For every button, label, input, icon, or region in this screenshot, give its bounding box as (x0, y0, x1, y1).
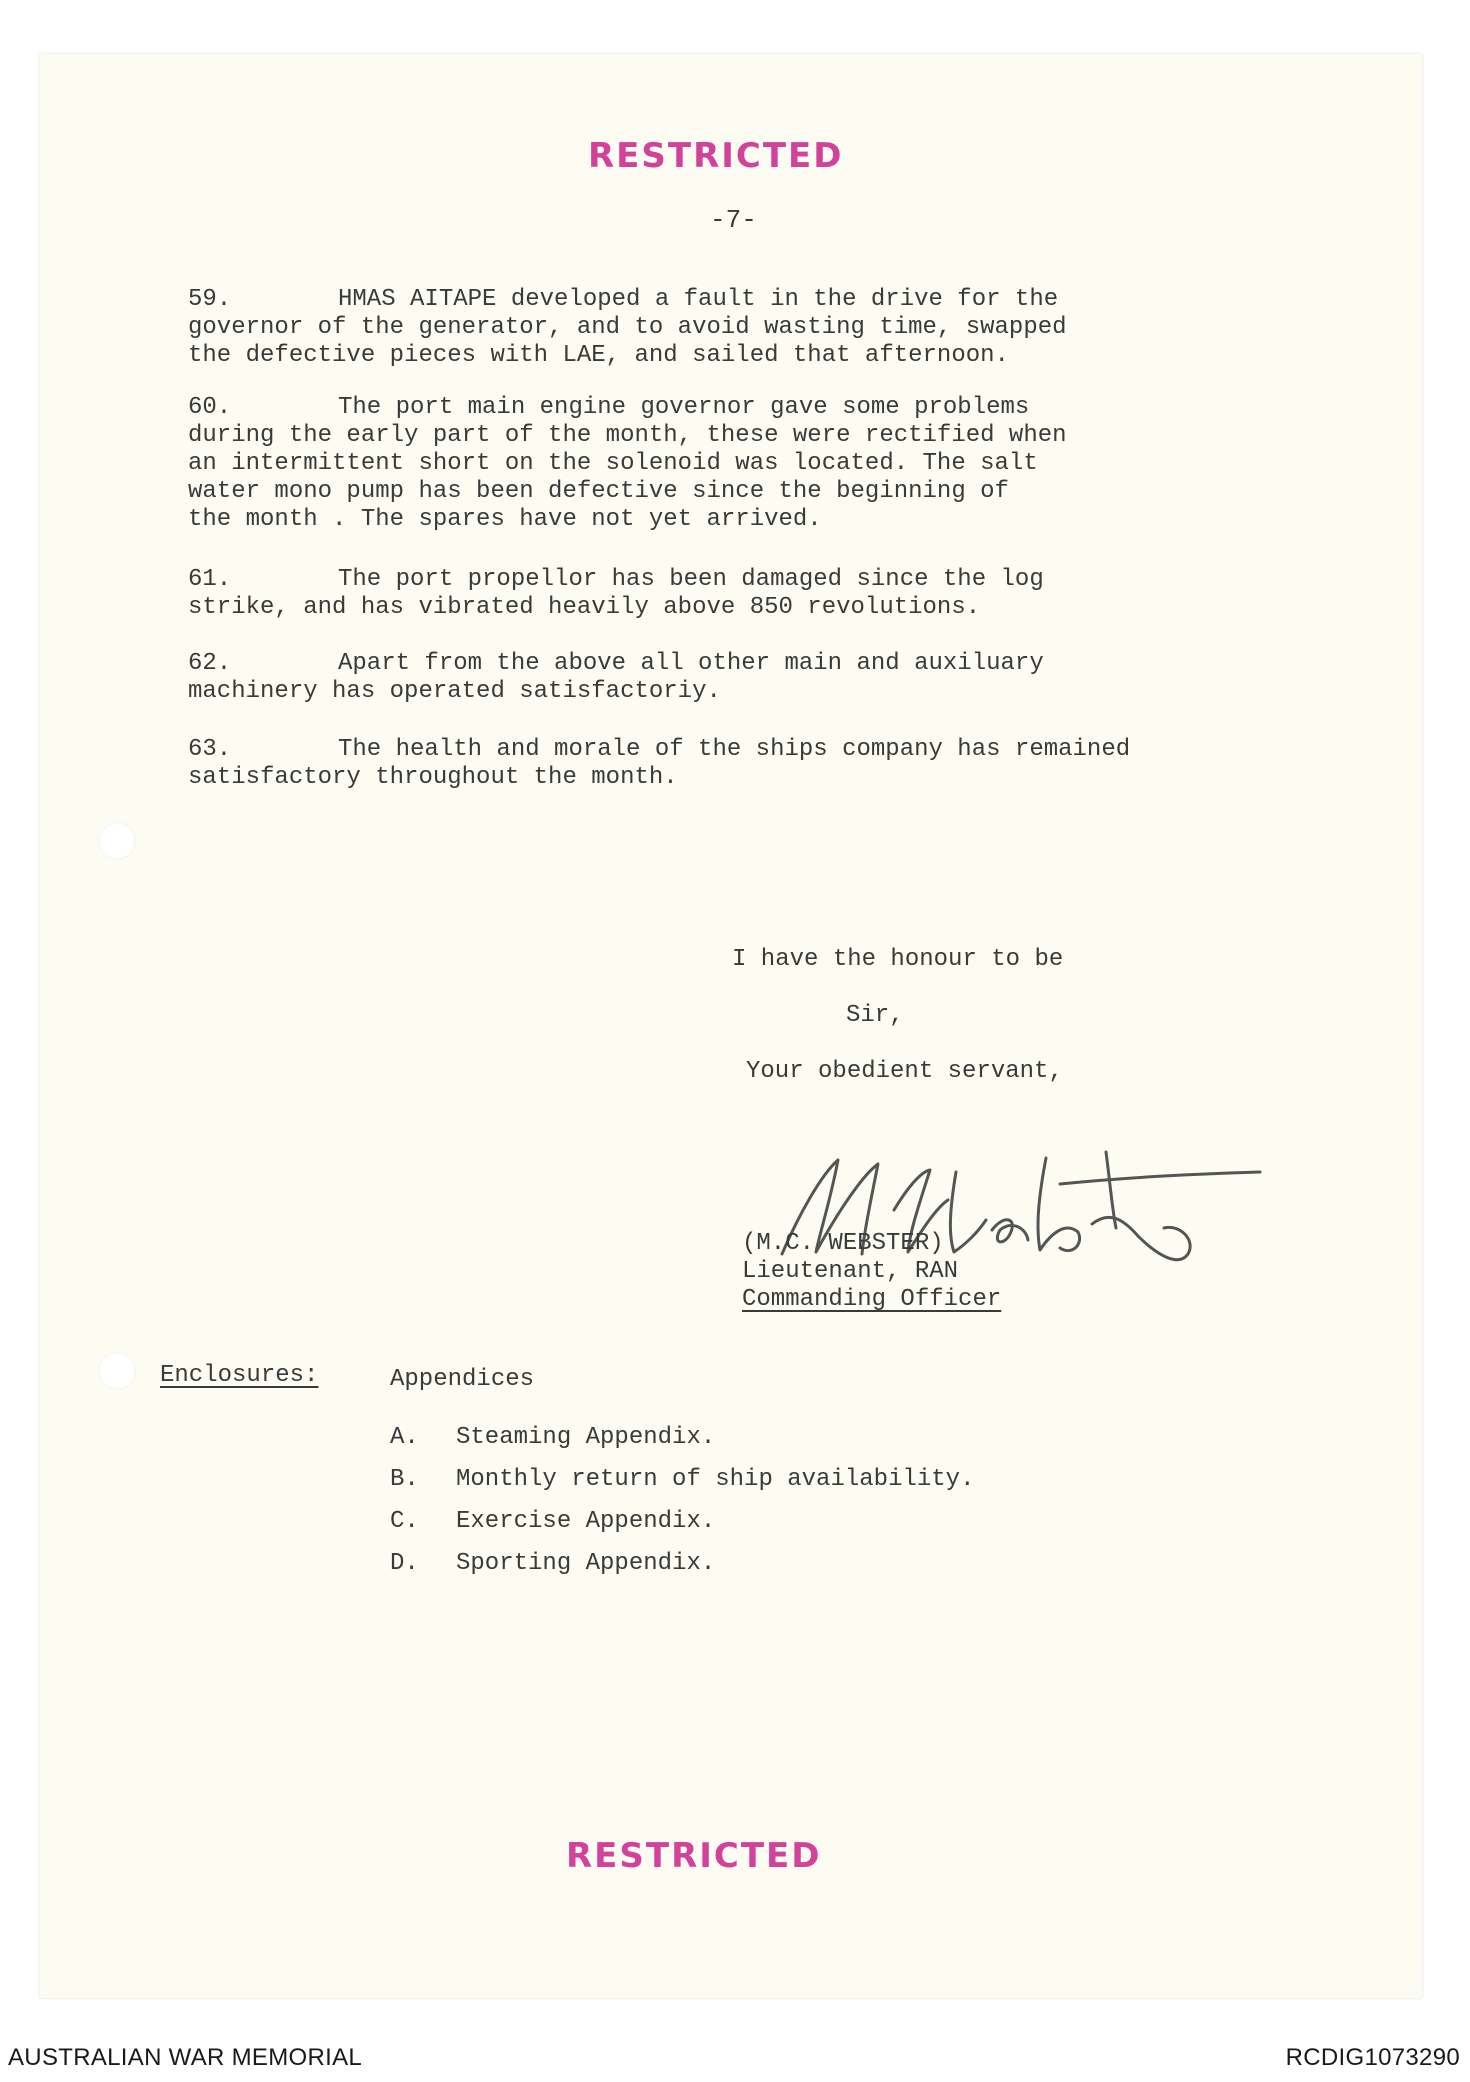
enclosure-item-a (390, 1424, 715, 1451)
paragraph-number: 59. (188, 286, 232, 313)
paragraph-line: The port propellor has been damaged since the log (338, 566, 1044, 593)
enclosure-letter: A. (390, 1424, 419, 1451)
paragraph-line: the defective pieces with LAE, and sailed that afternoon. (188, 342, 1009, 369)
paragraph-line: The health and morale of the ships company has remained (338, 736, 1131, 763)
enclosure-item-b (390, 1466, 974, 1493)
punch-hole-lower (98, 1352, 136, 1390)
paragraph-63 (188, 736, 1298, 792)
signatory-title: Commanding Officer (742, 1286, 1002, 1313)
paragraph-number: 63. (188, 736, 232, 763)
enclosure-text: Monthly return of ship availability. (456, 1466, 975, 1493)
enclosures-heading: Appendices (390, 1366, 535, 1393)
enclosure-item-d (390, 1550, 715, 1577)
closing-line-1: I have the honour to be (732, 946, 1064, 973)
paragraph-line: water mono pump has been defective since the beginning of (188, 478, 1009, 505)
paragraph-number: 61. (188, 566, 232, 593)
enclosure-letter: B. (390, 1466, 419, 1493)
signatory-name: (M.C. WEBSTER) (742, 1230, 944, 1257)
paragraph-line: during the early part of the month, these were rectified when (188, 422, 1067, 449)
closing-salutation: Sir, (846, 1002, 904, 1029)
enclosures-label: Enclosures: (160, 1362, 319, 1389)
paragraph-61 (188, 566, 1298, 622)
signatory-rank: Lieutenant, RAN (742, 1258, 959, 1285)
paragraph-60 (188, 394, 1298, 534)
enclosure-text: Exercise Appendix. (456, 1508, 716, 1535)
paragraph-62 (188, 650, 1298, 706)
paragraph-59 (188, 286, 1298, 370)
page-number: -7- (710, 205, 757, 235)
paragraph-line: The port main engine governor gave some problems (338, 394, 1030, 421)
paragraph-line: HMAS AITAPE developed a fault in the drive for the (338, 286, 1059, 313)
paragraph-number: 62. (188, 650, 232, 677)
restricted-stamp-bottom: RESTRICTED (566, 1836, 822, 1876)
paragraph-line: machinery has operated satisfactoriy. (188, 678, 721, 705)
enclosure-text: Steaming Appendix. (456, 1424, 716, 1451)
enclosure-letter: C. (390, 1508, 419, 1535)
punch-hole-upper (98, 822, 136, 860)
enclosure-item-c (390, 1508, 715, 1535)
paragraph-line: satisfactory throughout the month. (188, 764, 678, 791)
paragraph-line: the month . The spares have not yet arrived. (188, 506, 822, 533)
footer-right-label: RCDIG1073290 (1285, 2044, 1460, 2071)
restricted-stamp-top: RESTRICTED (588, 136, 844, 176)
paragraph-line: strike, and has vibrated heavily above 850 revolutions. (188, 594, 981, 621)
paragraph-line: an intermittent short on the solenoid was located. The salt (188, 450, 1038, 477)
paragraph-number: 60. (188, 394, 232, 421)
footer-left-label: AUSTRALIAN WAR MEMORIAL (8, 2044, 363, 2071)
closing-line-3: Your obedient servant, (746, 1058, 1063, 1085)
document-page (40, 54, 1422, 1998)
enclosure-text: Sporting Appendix. (456, 1550, 716, 1577)
enclosure-letter: D. (390, 1550, 419, 1577)
paragraph-line: governor of the generator, and to avoid wasting time, swapped (188, 314, 1067, 341)
paragraph-line: Apart from the above all other main and auxiluary (338, 650, 1044, 677)
